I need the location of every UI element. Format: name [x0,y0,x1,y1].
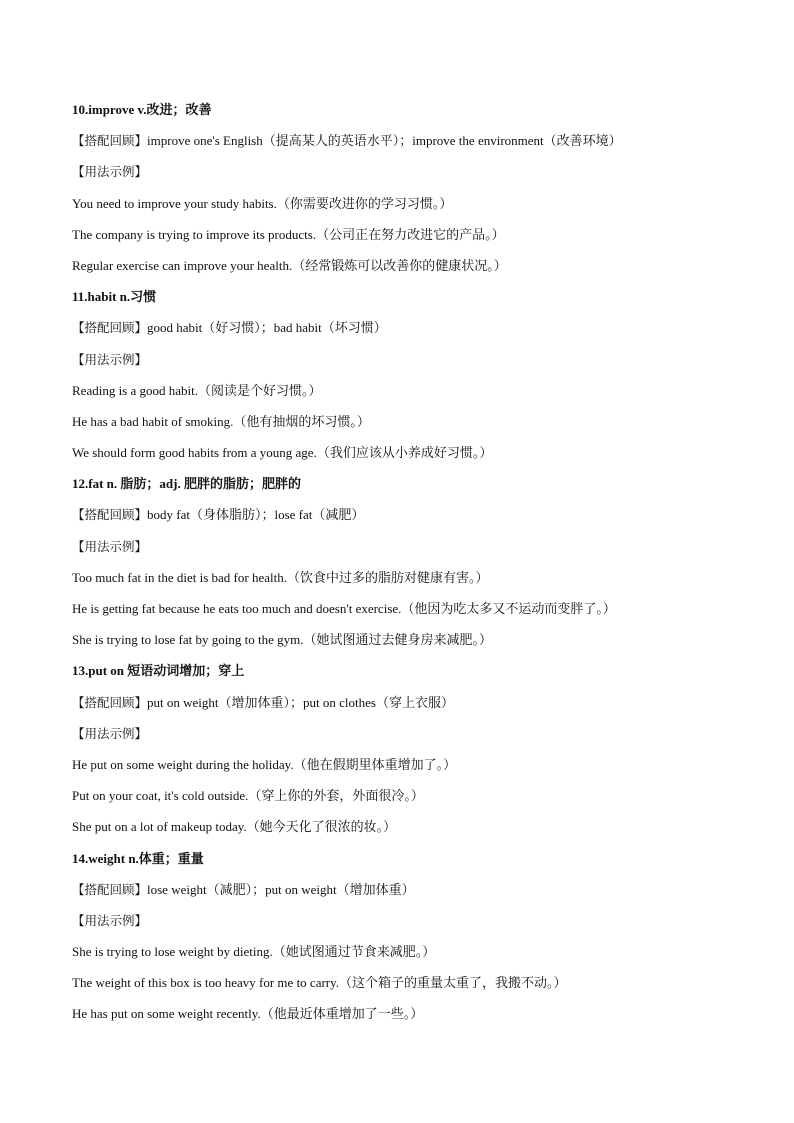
example-sentence: Reading is a good habit.（阅读是个好习惯。） [72,382,322,398]
collocation-label: 【搭配回顾】 [72,881,148,897]
collocation-line [72,878,762,909]
example-sentence: She is trying to lose weight by dieting.（她试图通过节食来减肥。） [72,944,436,960]
example-sentence: Put on your coat, it's cold outside.（穿上你的外套，外面很冷。） [72,788,424,804]
entry-heading: 12.fat n. 脂肪；adj. 肥胖的脂肪；肥胖的 [72,476,301,492]
example-sentence: He has a bad habit of smoking.（他有抽烟的坏习惯。） [72,413,370,429]
collocation-text: improve one's English（提高某人的英语水平）；improve the environment（改善环境） [147,133,622,149]
entry-heading: 14.weight n.体重；重量 [72,850,204,866]
entry-heading: 10.improve v.改进；改善 [72,102,212,117]
collocation-line [72,129,762,160]
collocation-label: 【搭配回顾】 [72,320,148,336]
example-label: 【用法示例】 [72,164,148,180]
example-sentence: She is trying to lose fat by going to the gym.（她试图通过去健身房来减肥。） [72,632,492,648]
example-sentence: She put on a lot of makeup today.（她今天化了很浓的妆。） [72,819,397,835]
example-sentence: He put on some weight during the holiday.（他在假期里体重增加了。） [72,756,457,772]
example-sentence: The weight of this box is too heavy for me to carry.（这个箱子的重量太重了，我搬不动。） [72,975,567,991]
example-sentence: The company is trying to improve its products.（公司正在努力改进它的产品。） [72,226,505,242]
collocation-text: good habit（好习惯）；bad habit（坏习惯） [147,320,387,336]
example-sentence: Regular exercise can improve your health.（经常锻炼可以改善你的健康状况。） [72,257,507,273]
collocation-text: body fat（身体脂肪）；lose fat（减肥） [147,507,365,523]
collocation-label: 【搭配回顾】 [72,694,148,710]
entry-heading: 13.put on 短语动词增加；穿上 [72,663,245,679]
example-sentence: He is getting fat because he eats too much and doesn't exercise.（他因为吃太多又不运动而变胖了。） [72,601,616,616]
example-sentence: He has put on some weight recently.（他最近体重增加了一些。） [72,1006,424,1022]
collocation-line [72,691,762,722]
example-label: 【用法示例】 [72,351,148,367]
collocation-line [72,503,762,534]
example-label: 【用法示例】 [72,912,148,928]
collocation-label: 【搭配回顾】 [72,133,148,149]
entry-heading: 11.habit n.习惯 [72,289,157,305]
example-label: 【用法示例】 [72,538,148,554]
example-label: 【用法示例】 [72,725,148,741]
example-sentence: Too much fat in the diet is bad for health.（饮食中过多的脂肪对健康有害。） [72,569,489,585]
example-sentence: We should form good habits from a young age.（我们应该从小养成好习惯。） [72,445,493,461]
collocation-text: lose weight（减肥）；put on weight（增加体重） [147,881,415,897]
collocation-label: 【搭配回顾】 [72,507,148,523]
example-sentence: You need to improve your study habits.（你需要改进你的学习习惯。） [72,195,453,211]
collocation-text: put on weight（增加体重）；put on clothes（穿上衣服） [147,694,454,710]
collocation-line [72,316,762,347]
document-page [72,98,762,1034]
